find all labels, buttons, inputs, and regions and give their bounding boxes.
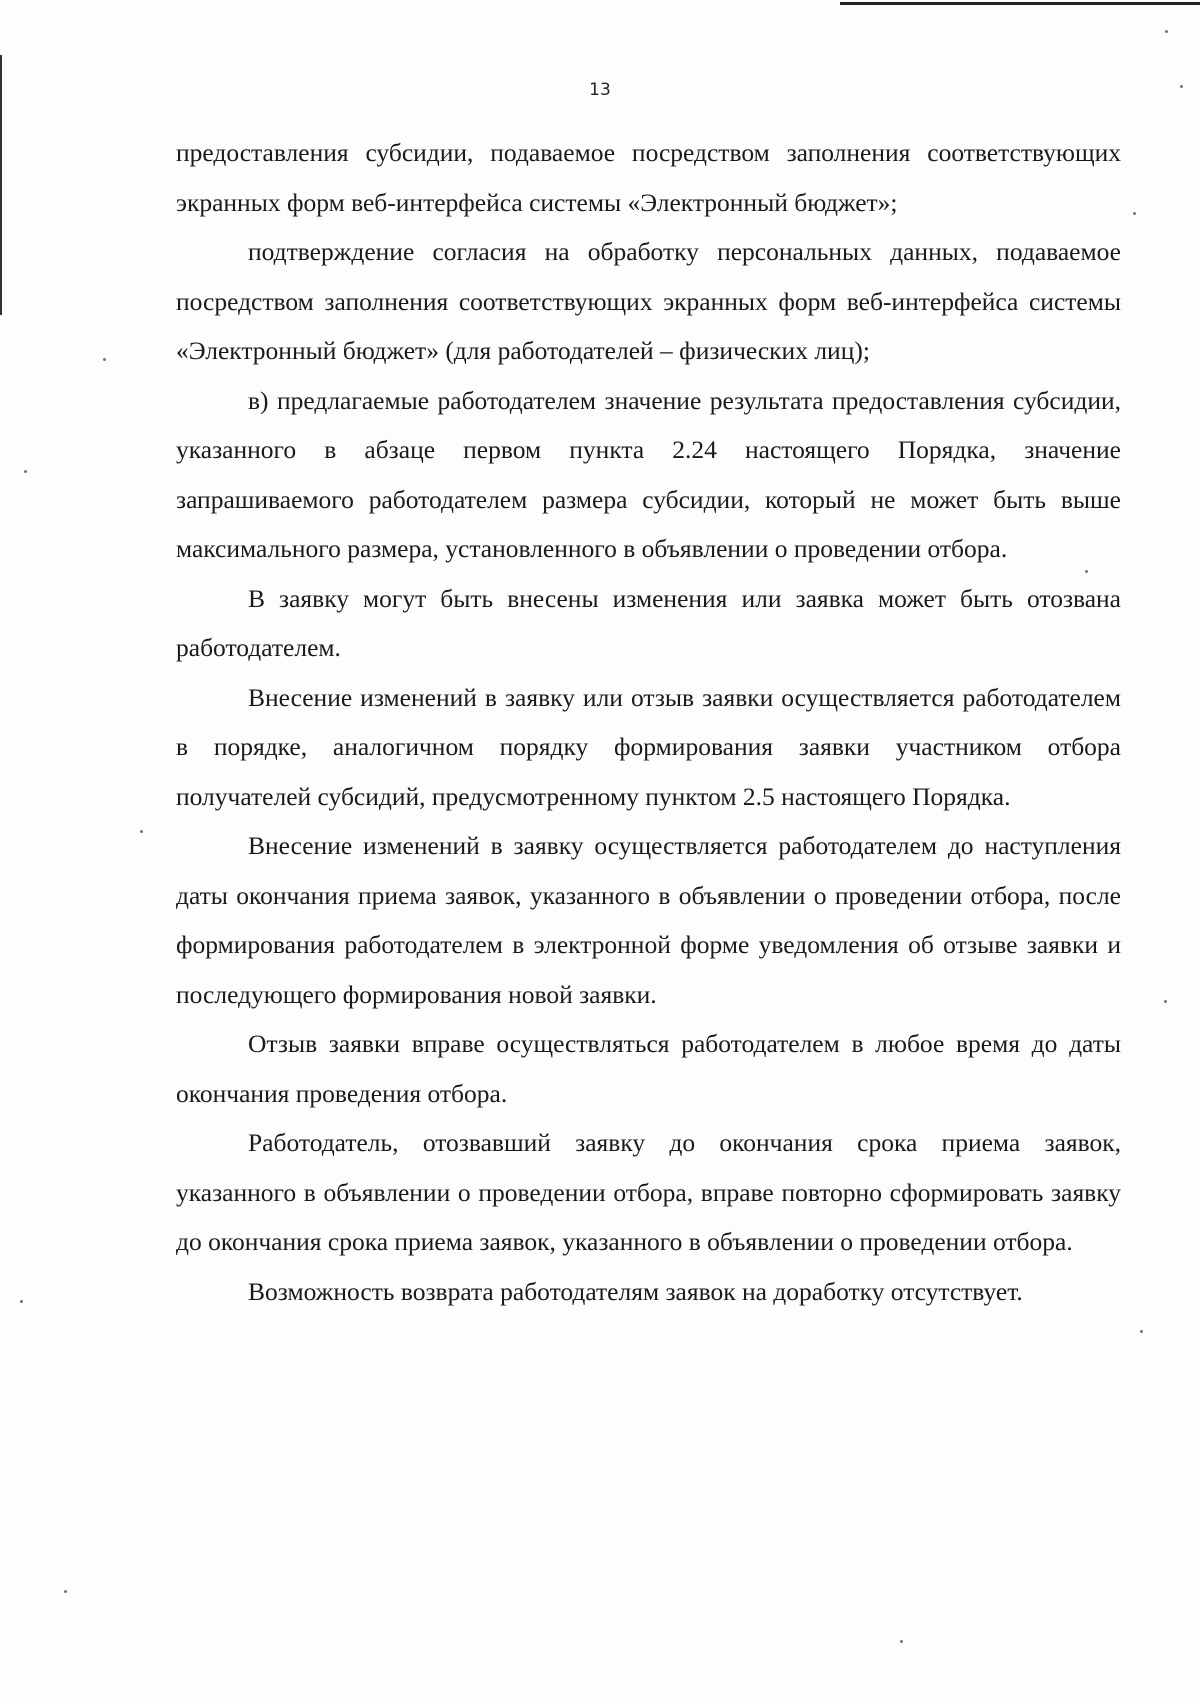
paragraph-resubmission: Работодатель, отозвавший заявку до окончания срока приема заявок, указанного в объявлении о проведении отбора, вправе повторно сформировать заявку до окончания срока приема заявок, указанного в объявлении о проведении отбора. xyxy=(176,1128,1121,1256)
scan-speck xyxy=(1180,85,1183,88)
paragraph-changes-procedure: Внесение изменений в заявку или отзыв заявки осуществляется работодателем в порядке, аналогичном порядку формирования заявки участником отбора получателей субсидий, предусмотренному пунктом 2.5 настоящего Порядка. xyxy=(176,682,1121,811)
page-number: 13 xyxy=(589,80,611,100)
scan-speck xyxy=(20,1300,23,1303)
scan-top-rule xyxy=(840,2,1200,5)
scan-speck xyxy=(64,1590,67,1593)
scan-speck xyxy=(1140,1330,1143,1333)
paragraph-changes-allowed: В заявку могут быть внесены изменения или заявка может быть отозвана работодателем. xyxy=(176,583,1121,662)
scan-speck xyxy=(1164,1000,1167,1003)
paragraph-withdrawal: Отзыв заявки вправе осуществляться работодателем в любое время до даты окончания проведения отбора. xyxy=(176,1029,1121,1108)
scan-speck xyxy=(103,358,106,361)
paragraph-item-v: в) предлагаемые работодателем значение результата предоставления субсидии, указанного в абзаце первом пункта 2.24 настоящего Порядка, значение запрашиваемого работодателем размера субсидии, который не может быть выше максимального размера, установленного в объявлении о проведении отбора. xyxy=(176,385,1121,563)
scan-speck xyxy=(140,830,143,833)
scan-speck xyxy=(1165,30,1168,33)
scan-speck xyxy=(900,1640,903,1643)
scan-speck xyxy=(1133,212,1136,215)
paragraph-no-return: Возможность возврата работодателям заявок на доработку отсутствует. xyxy=(248,1276,1023,1306)
document-body xyxy=(176,128,1121,1316)
paragraph-continuation: предоставления субсидии, подаваемое посредством заполнения соответствующих экранных форм веб-интерфейса системы «Электронный бюджет»; xyxy=(176,138,1121,217)
scan-speck xyxy=(1085,570,1088,573)
scan-speck xyxy=(24,470,27,473)
paragraph-changes-deadline: Внесение изменений в заявку осуществляется работодателем до наступления даты окончания приема заявок, указанного в объявлении о проведении отбора, после формирования работодателем в электронной форме уведомления об отзыве заявки и последующего формирования новой заявки. xyxy=(176,831,1121,1009)
paragraph-consent: подтверждение согласия на обработку персональных данных, подаваемое посредством заполнения соответствующих экранных форм веб-интерфейса системы «Электронный бюджет» (для работодателей – физических лиц); xyxy=(176,237,1121,365)
